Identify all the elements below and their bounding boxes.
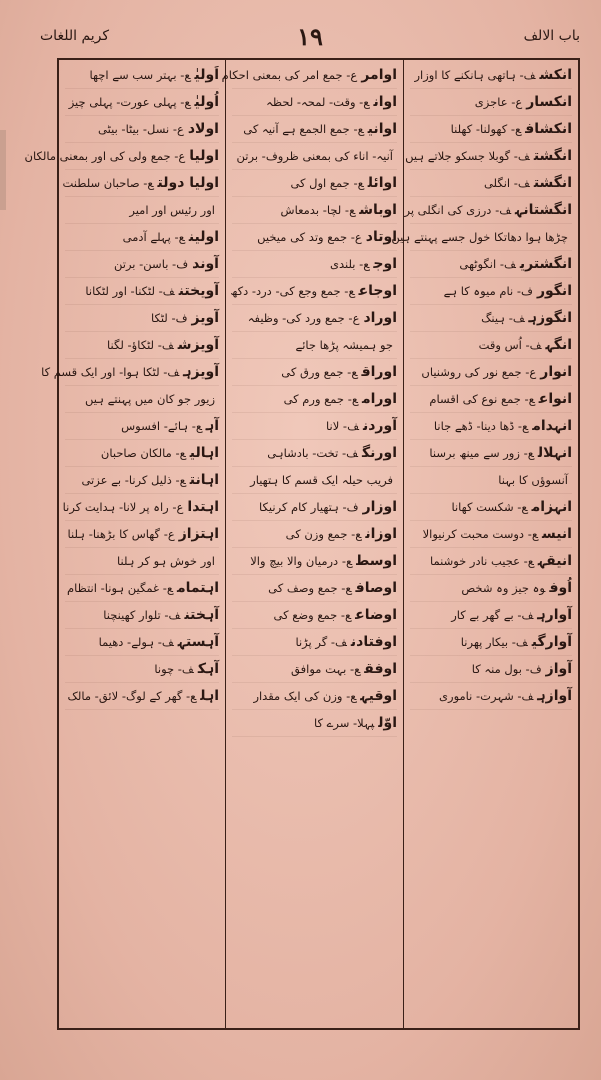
dictionary-entry	[410, 116, 572, 143]
definition: ف- لٹکا	[150, 311, 188, 325]
dictionary-entry	[65, 683, 219, 710]
dictionary-entry	[232, 359, 397, 386]
definition: ف- لٹکاؤ- لگنا	[107, 338, 174, 352]
dictionary-entry	[232, 548, 397, 575]
dictionary-entry	[410, 494, 572, 521]
definition: ف- بیکار پھرنا	[460, 635, 528, 649]
dictionary-entry	[232, 278, 397, 305]
dictionary-entry	[410, 62, 572, 89]
definition: آنیہ- اناء کی بمعنی ظروف- برتن	[236, 149, 393, 163]
definition: ع- جمع ورد کی- وظیفہ	[247, 311, 360, 325]
definition: ع- راہ پر لانا- ہدایت کرنا	[62, 500, 184, 514]
headword: اولاد	[187, 121, 219, 137]
dictionary-entry	[410, 521, 572, 548]
headword: اہالی	[189, 445, 219, 461]
headword: انگشتری	[519, 256, 572, 272]
dictionary-entry	[410, 386, 572, 413]
dictionary-entry	[410, 602, 572, 629]
headword: انگشت	[533, 175, 572, 191]
definition: ع- جمع الجمع ہے آنیہ کی	[243, 122, 364, 136]
headword: انواع	[538, 391, 572, 407]
headword: آہستہ	[177, 634, 219, 650]
dictionary-entry	[232, 629, 397, 656]
dictionary-entry	[232, 683, 397, 710]
dictionary-entry	[410, 683, 572, 710]
dictionary-entry	[65, 656, 219, 683]
dictionary-entry	[232, 494, 397, 521]
definition: ف- چونا	[154, 662, 194, 676]
definition: پہلا- سرے کا	[314, 716, 375, 730]
dictionary-entry	[24, 143, 219, 170]
dictionary-entry	[232, 224, 397, 251]
definition: ع- جمع وصف کی	[268, 581, 352, 595]
dictionary-entry	[410, 629, 572, 656]
definition: ع- ذلیل کرنا- بے عزتی	[81, 473, 186, 487]
dictionary-entry	[410, 278, 572, 305]
definition: زیور جو کان میں پہنتے ہیں	[85, 392, 215, 406]
headword: آویختن	[178, 283, 219, 299]
headword: اوراد	[363, 310, 397, 326]
headword: انگشت	[533, 148, 572, 164]
dictionary-entry	[410, 305, 572, 332]
dictionary-entry	[410, 89, 572, 116]
headword: اہتزاز	[178, 526, 219, 542]
definition: ف- باسن- برتن	[114, 257, 189, 271]
dictionary-entry	[391, 224, 572, 251]
dictionary-entry	[41, 359, 219, 386]
dictionary-entry	[410, 656, 572, 683]
headword: آوردن	[362, 418, 397, 434]
definition: ع- پہلی عورت- پہلی چیز	[68, 95, 191, 109]
definition: ف- لٹکنا- اور لٹکانا	[85, 284, 175, 298]
dictionary-entry	[232, 656, 397, 683]
headword: آویزش	[177, 337, 219, 353]
headword: اُوف	[549, 580, 572, 596]
definition: ف- ہتھیار کام کرنیکا	[259, 500, 359, 514]
dictionary-entry	[232, 602, 397, 629]
dictionary-entry	[410, 440, 572, 467]
definition: ع- بلندی	[329, 257, 370, 271]
definition: ف- انگوٹھی	[459, 257, 516, 271]
dictionary-entry	[410, 548, 572, 575]
definition: ف- اُس وقت	[478, 338, 542, 352]
dictionary-entry	[65, 62, 219, 89]
headword: اوصاف	[355, 580, 397, 596]
dictionary-entry	[410, 467, 572, 494]
headword: آواز	[545, 661, 572, 677]
headword: انہلال	[537, 445, 572, 461]
headword: انیقہ	[537, 553, 572, 569]
dictionary-entry	[65, 413, 219, 440]
dictionary-entry	[65, 467, 219, 494]
headword: انگور	[536, 283, 572, 299]
definition: فریب حیلہ ایک قسم کا ہتھیار	[250, 473, 393, 487]
headword: اولین	[188, 229, 219, 245]
definition: ع- مالکان صاحبان	[100, 446, 186, 460]
definition: ع- جمع نور کی روشنیاں	[421, 365, 537, 379]
dictionary-entry	[232, 710, 397, 737]
definition: ف- ہولے- دھیما	[98, 635, 174, 649]
definition: وہ جیز وہ شخص	[461, 581, 546, 595]
definition: ع- دوست محبت کرنیوالا	[422, 527, 538, 541]
headword: آہ	[205, 418, 219, 434]
definition: ع- وقت- لمحہ- لحظہ	[266, 95, 370, 109]
definition: ع- ہائے- افسوس	[121, 419, 202, 433]
definition: ع- گھر کے لوگ- لائق- مالک	[67, 689, 197, 703]
page-number: ١٩	[297, 22, 323, 51]
definition: اور خوش ہو کر ہلنا	[116, 554, 215, 568]
headword: آوازہ	[537, 688, 572, 704]
definition: ع- وزن کی ایک مقدار	[253, 689, 357, 703]
headword: اورنگ	[362, 445, 397, 461]
dictionary-entry	[232, 575, 397, 602]
definition: ف- تلوار کھینچنا	[103, 608, 181, 622]
dictionary-entry	[232, 386, 397, 413]
dictionary-entry	[232, 89, 397, 116]
headword: اوان	[373, 94, 397, 110]
headword: اُولیٰ	[194, 94, 219, 110]
dictionary-entry	[65, 521, 219, 548]
dictionary-entry	[232, 251, 397, 278]
headword: اوانی	[367, 121, 397, 137]
dictionary-entry	[65, 305, 219, 332]
dictionary-entry	[405, 143, 572, 170]
page-header	[40, 22, 580, 58]
dictionary-entry	[221, 62, 397, 89]
headword: اوتاد	[365, 229, 397, 245]
headword: انکش	[539, 67, 572, 83]
headword: اوفق	[364, 661, 397, 677]
definition: ع- گھاس کا بڑھنا- ہلنا	[67, 527, 175, 541]
dictionary-entry	[62, 170, 219, 197]
dictionary-entry	[232, 332, 397, 359]
headword: اہتدا	[187, 499, 219, 515]
headword: انہزام	[531, 499, 572, 515]
definition: ع- جمع امر کی بمعنی احکام	[221, 68, 358, 82]
dictionary-entry	[232, 143, 397, 170]
dictionary-entry	[65, 89, 219, 116]
column-middle	[221, 60, 404, 1028]
headword: اہانت	[189, 472, 219, 488]
headword: اوقیہ	[360, 688, 397, 704]
dictionary-entry	[65, 251, 219, 278]
columns-frame	[24, 58, 580, 1030]
headword: اوزار	[362, 499, 397, 515]
dictionary-entry	[65, 440, 219, 467]
definition: ع- نسل- بیٹا- بیٹی	[98, 122, 184, 136]
headword: اوجاع	[358, 283, 397, 299]
definition: ع- جمع ولی کی اور بمعنی مالکان	[24, 149, 186, 163]
headword: اہتمام	[176, 580, 219, 596]
headword: انگہ	[545, 337, 572, 353]
definition: ف- نام میوہ کا ہے	[443, 284, 533, 298]
definition: ع- درمیان والا بیچ والا	[250, 554, 353, 568]
headword: انکسار	[526, 94, 572, 110]
dictionary-entry	[232, 413, 397, 440]
headword: آویز	[191, 310, 219, 326]
definition: ف- بے گھر بے کار	[451, 608, 534, 622]
definition: ع- صاحبان سلطنت	[62, 176, 154, 190]
headword: آہک	[197, 661, 219, 677]
definition: ع- غمگین ہونا- انتظام	[67, 581, 173, 595]
headword: اوزان	[365, 526, 397, 542]
definition: ف- شہرت- ناموری	[439, 689, 534, 703]
definition: ع- جمع نوع کی اقسام	[429, 392, 535, 406]
definition: ع- جمع ورق کی	[281, 365, 358, 379]
dictionary-entry	[410, 332, 572, 359]
headword: اورام	[361, 391, 397, 407]
headword: آوارگی	[531, 634, 572, 650]
headword: انیس	[541, 526, 572, 542]
definition: ع- بہت موافق	[291, 662, 361, 676]
definition: جو ہمیشہ پڑھا جائے	[295, 338, 393, 352]
definition: اور رئیس اور امیر	[129, 203, 215, 217]
definition: ع- کھولنا- کھلنا	[450, 122, 522, 136]
definition: آنسوؤں کا بہنا	[498, 473, 568, 487]
column-left	[24, 60, 226, 1028]
definition: ف- لانا	[326, 419, 359, 433]
definition: ع- جمع وزن کی	[285, 527, 362, 541]
definition: ع- عجیب نادر خوشنما	[429, 554, 534, 568]
definition: ف- بول منہ کا	[471, 662, 542, 676]
definition: ف- ہاتھی ہانکنے کا اوزار	[414, 68, 536, 82]
headword: آویزہ	[183, 364, 219, 380]
dictionary-entry	[410, 413, 572, 440]
dictionary-entry	[65, 197, 219, 224]
dictionary-entry	[410, 575, 572, 602]
page-edge-mark	[0, 130, 6, 210]
dictionary-entry	[232, 467, 397, 494]
dictionary-entry	[404, 197, 572, 224]
definition: ف- ہینگ	[481, 311, 525, 325]
definition: ع- بہتر سب سے اچھا	[89, 68, 191, 82]
definition: ع- جمع وجع کی- درد- دکھ	[230, 284, 355, 298]
dictionary-entry	[232, 521, 397, 548]
headword: انگوزہ	[528, 310, 572, 326]
dictionary-entry	[65, 278, 219, 305]
headword: اوضاع	[355, 607, 397, 623]
headword: اوسط	[356, 553, 397, 569]
dictionary-entry	[65, 575, 219, 602]
definition: ف- انگلی	[483, 176, 530, 190]
dictionary-entry	[232, 116, 397, 143]
headword: آہختن	[184, 607, 219, 623]
definition: ع- لچا- بدمعاش	[280, 203, 356, 217]
headword: اوائل	[367, 175, 397, 191]
headword: اوباش	[359, 202, 397, 218]
dictionary-entry	[62, 494, 219, 521]
definition: ع- زور سے مینھ برسنا	[429, 446, 534, 460]
headword: اہل	[200, 688, 219, 704]
definition: ع- شکست کھانا	[451, 500, 528, 514]
headword: آوند	[192, 256, 219, 272]
dictionary-entry	[65, 548, 219, 575]
dictionary-entry	[65, 629, 219, 656]
headword: اَولیٰ	[194, 67, 219, 83]
definition: ف- گوبلا جسکو جلاتے ہیں	[405, 149, 530, 163]
definition: چڑھا ہوا دھاتکا خول جسے پہنتے ہیں	[391, 230, 568, 244]
book-title: کریم اللغات	[40, 28, 110, 44]
headword: اولیا	[189, 148, 219, 164]
dictionary-entry	[65, 602, 219, 629]
dictionary-entry	[65, 386, 219, 413]
definition: ع- جمع اول کی	[290, 176, 364, 190]
definition: ف- درزی کی انگلی پر	[404, 203, 512, 217]
headword: انکشاف	[525, 121, 572, 137]
headword: انہدام	[532, 418, 572, 434]
dictionary-entry	[232, 305, 397, 332]
definition: ع- جمع وضع کی	[273, 608, 352, 622]
headword: اولیا دولت	[157, 175, 219, 191]
headword: آوارہ	[537, 607, 572, 623]
dictionary-entry	[410, 359, 572, 386]
definition: ع- پہلے آدمی	[122, 230, 185, 244]
headword: اوراق	[361, 364, 397, 380]
section-title: باب الالف	[523, 28, 580, 44]
definition: ف- لٹکا ہوا- اور ایک قسم کا	[41, 365, 180, 379]
dictionary-entry	[232, 197, 397, 224]
dictionary-entry	[232, 440, 397, 467]
headword: انگشتانہ	[515, 202, 572, 218]
definition: ع- ڈھا دینا- ڈھے جانا	[433, 419, 529, 433]
dictionary-entry	[65, 116, 219, 143]
headword: اوفتادن	[350, 634, 397, 650]
dictionary-entry	[232, 170, 397, 197]
definition: ع- جمع وتد کی میخیں	[257, 230, 362, 244]
headword: اوّل	[378, 715, 397, 731]
definition: ف- گر پڑنا	[295, 635, 347, 649]
definition: ف- تخت- بادشاہی	[267, 446, 359, 460]
headword: اوج	[373, 256, 397, 272]
dictionary-entry	[410, 170, 572, 197]
dictionary-entry	[65, 224, 219, 251]
dictionary-entry	[65, 332, 219, 359]
definition: ع- عاجزی	[474, 95, 523, 109]
headword: اوامر	[361, 67, 397, 83]
dictionary-entry	[410, 251, 572, 278]
definition: ع- جمع ورم کی	[283, 392, 358, 406]
headword: انوار	[540, 364, 572, 380]
column-right	[391, 60, 578, 1028]
